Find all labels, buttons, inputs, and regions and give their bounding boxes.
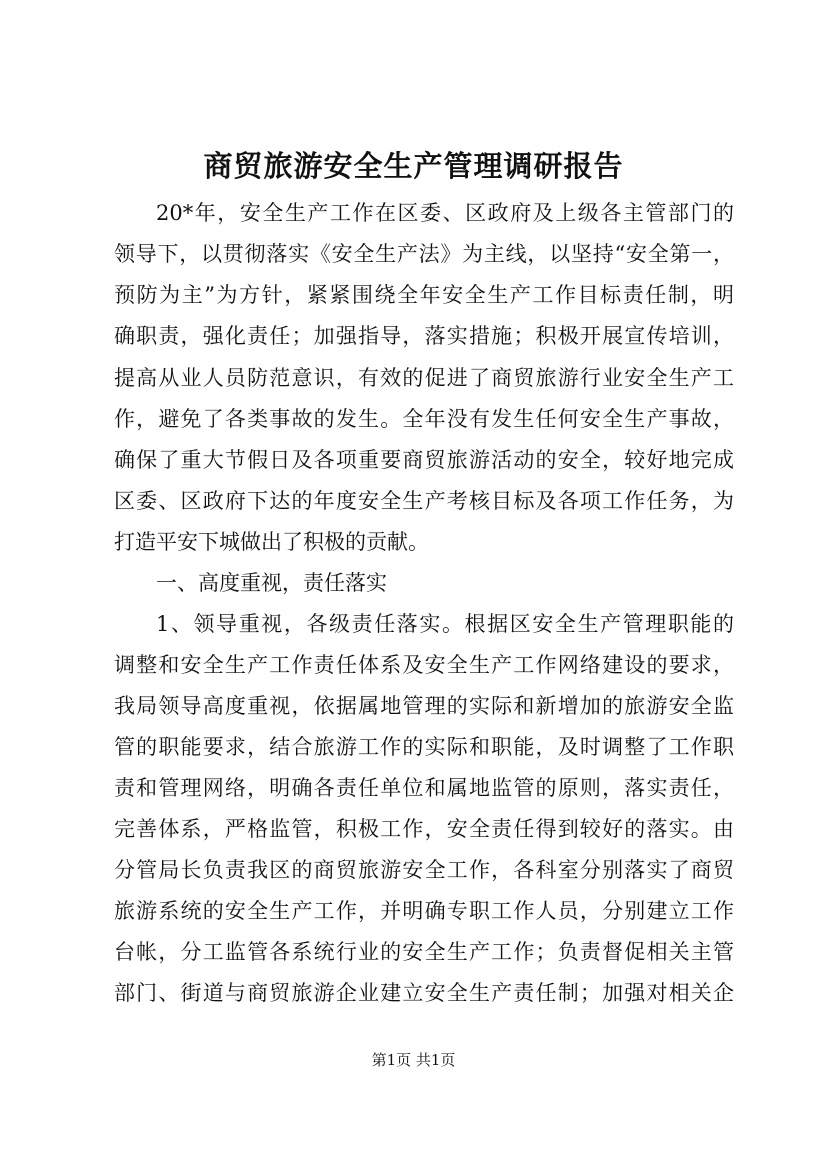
paragraph-line: 提高从业人员防范意识，有效的促进了商贸旅游行业安全生产工 (114, 366, 734, 390)
paragraph-line: 台帐，分工监管各系统行业的安全生产工作；负责督促相关主管 (114, 940, 734, 964)
paragraph-line: 预防为主”为方针，紧紧围绕全年安全生产工作目标责任制，明 (114, 283, 734, 307)
paragraph-line: 责和管理网络，明确各责任单位和属地监管的原则，落实责任， (114, 776, 734, 800)
paragraph-line: 打造平安下城做出了积极的贡献。 (114, 530, 429, 554)
paragraph-line: 区委、区政府下达的年度安全生产考核目标及各项工作任务，为 (114, 489, 734, 513)
paragraph-line: 管的职能要求，结合旅游工作的实际和职能，及时调整了工作职 (114, 735, 734, 759)
paragraph-line: 调整和安全生产工作责任体系及安全生产工作网络建设的要求， (114, 653, 734, 677)
paragraph-line: 作，避免了各类事故的发生。全年没有发生任何安全生产事故， (114, 407, 734, 431)
paragraph-line: 分管局长负责我区的商贸旅游安全工作，各科室分别落实了商贸 (114, 858, 734, 882)
document-title: 商贸旅游安全生产管理调研报告 (203, 149, 624, 183)
paragraph-line: 我局领导高度重视，依据属地管理的实际和新增加的旅游安全监 (114, 694, 734, 718)
paragraph-line: 确职责，强化责任；加强指导，落实措施；积极开展宣传培训， (114, 324, 734, 348)
paragraph-line: 完善体系，严格监管，积极工作，安全责任得到较好的落实。由 (114, 817, 734, 841)
page-number-footer: 第1页 共1页 (371, 1051, 456, 1069)
paragraph-line: 旅游系统的安全生产工作，并明确专职工作人员，分别建立工作 (114, 899, 734, 923)
paragraph-line: 确保了重大节假日及各项重要商贸旅游活动的安全，较好地完成 (114, 448, 734, 472)
paragraph-line: 1、领导重视，各级责任落实。根据区安全生产管理职能的 (156, 612, 734, 636)
paragraph-line: 部门、街道与商贸旅游企业建立安全生产责任制；加强对相关企 (114, 981, 734, 1005)
paragraph-line: 领导下，以贯彻落实《安全生产法》为主线，以坚持“安全第一， (114, 242, 734, 266)
section-heading: 一、高度重视，责任落实 (156, 571, 387, 595)
paragraph-line: 20*年，安全生产工作在区委、区政府及上级各主管部门的 (156, 201, 734, 225)
